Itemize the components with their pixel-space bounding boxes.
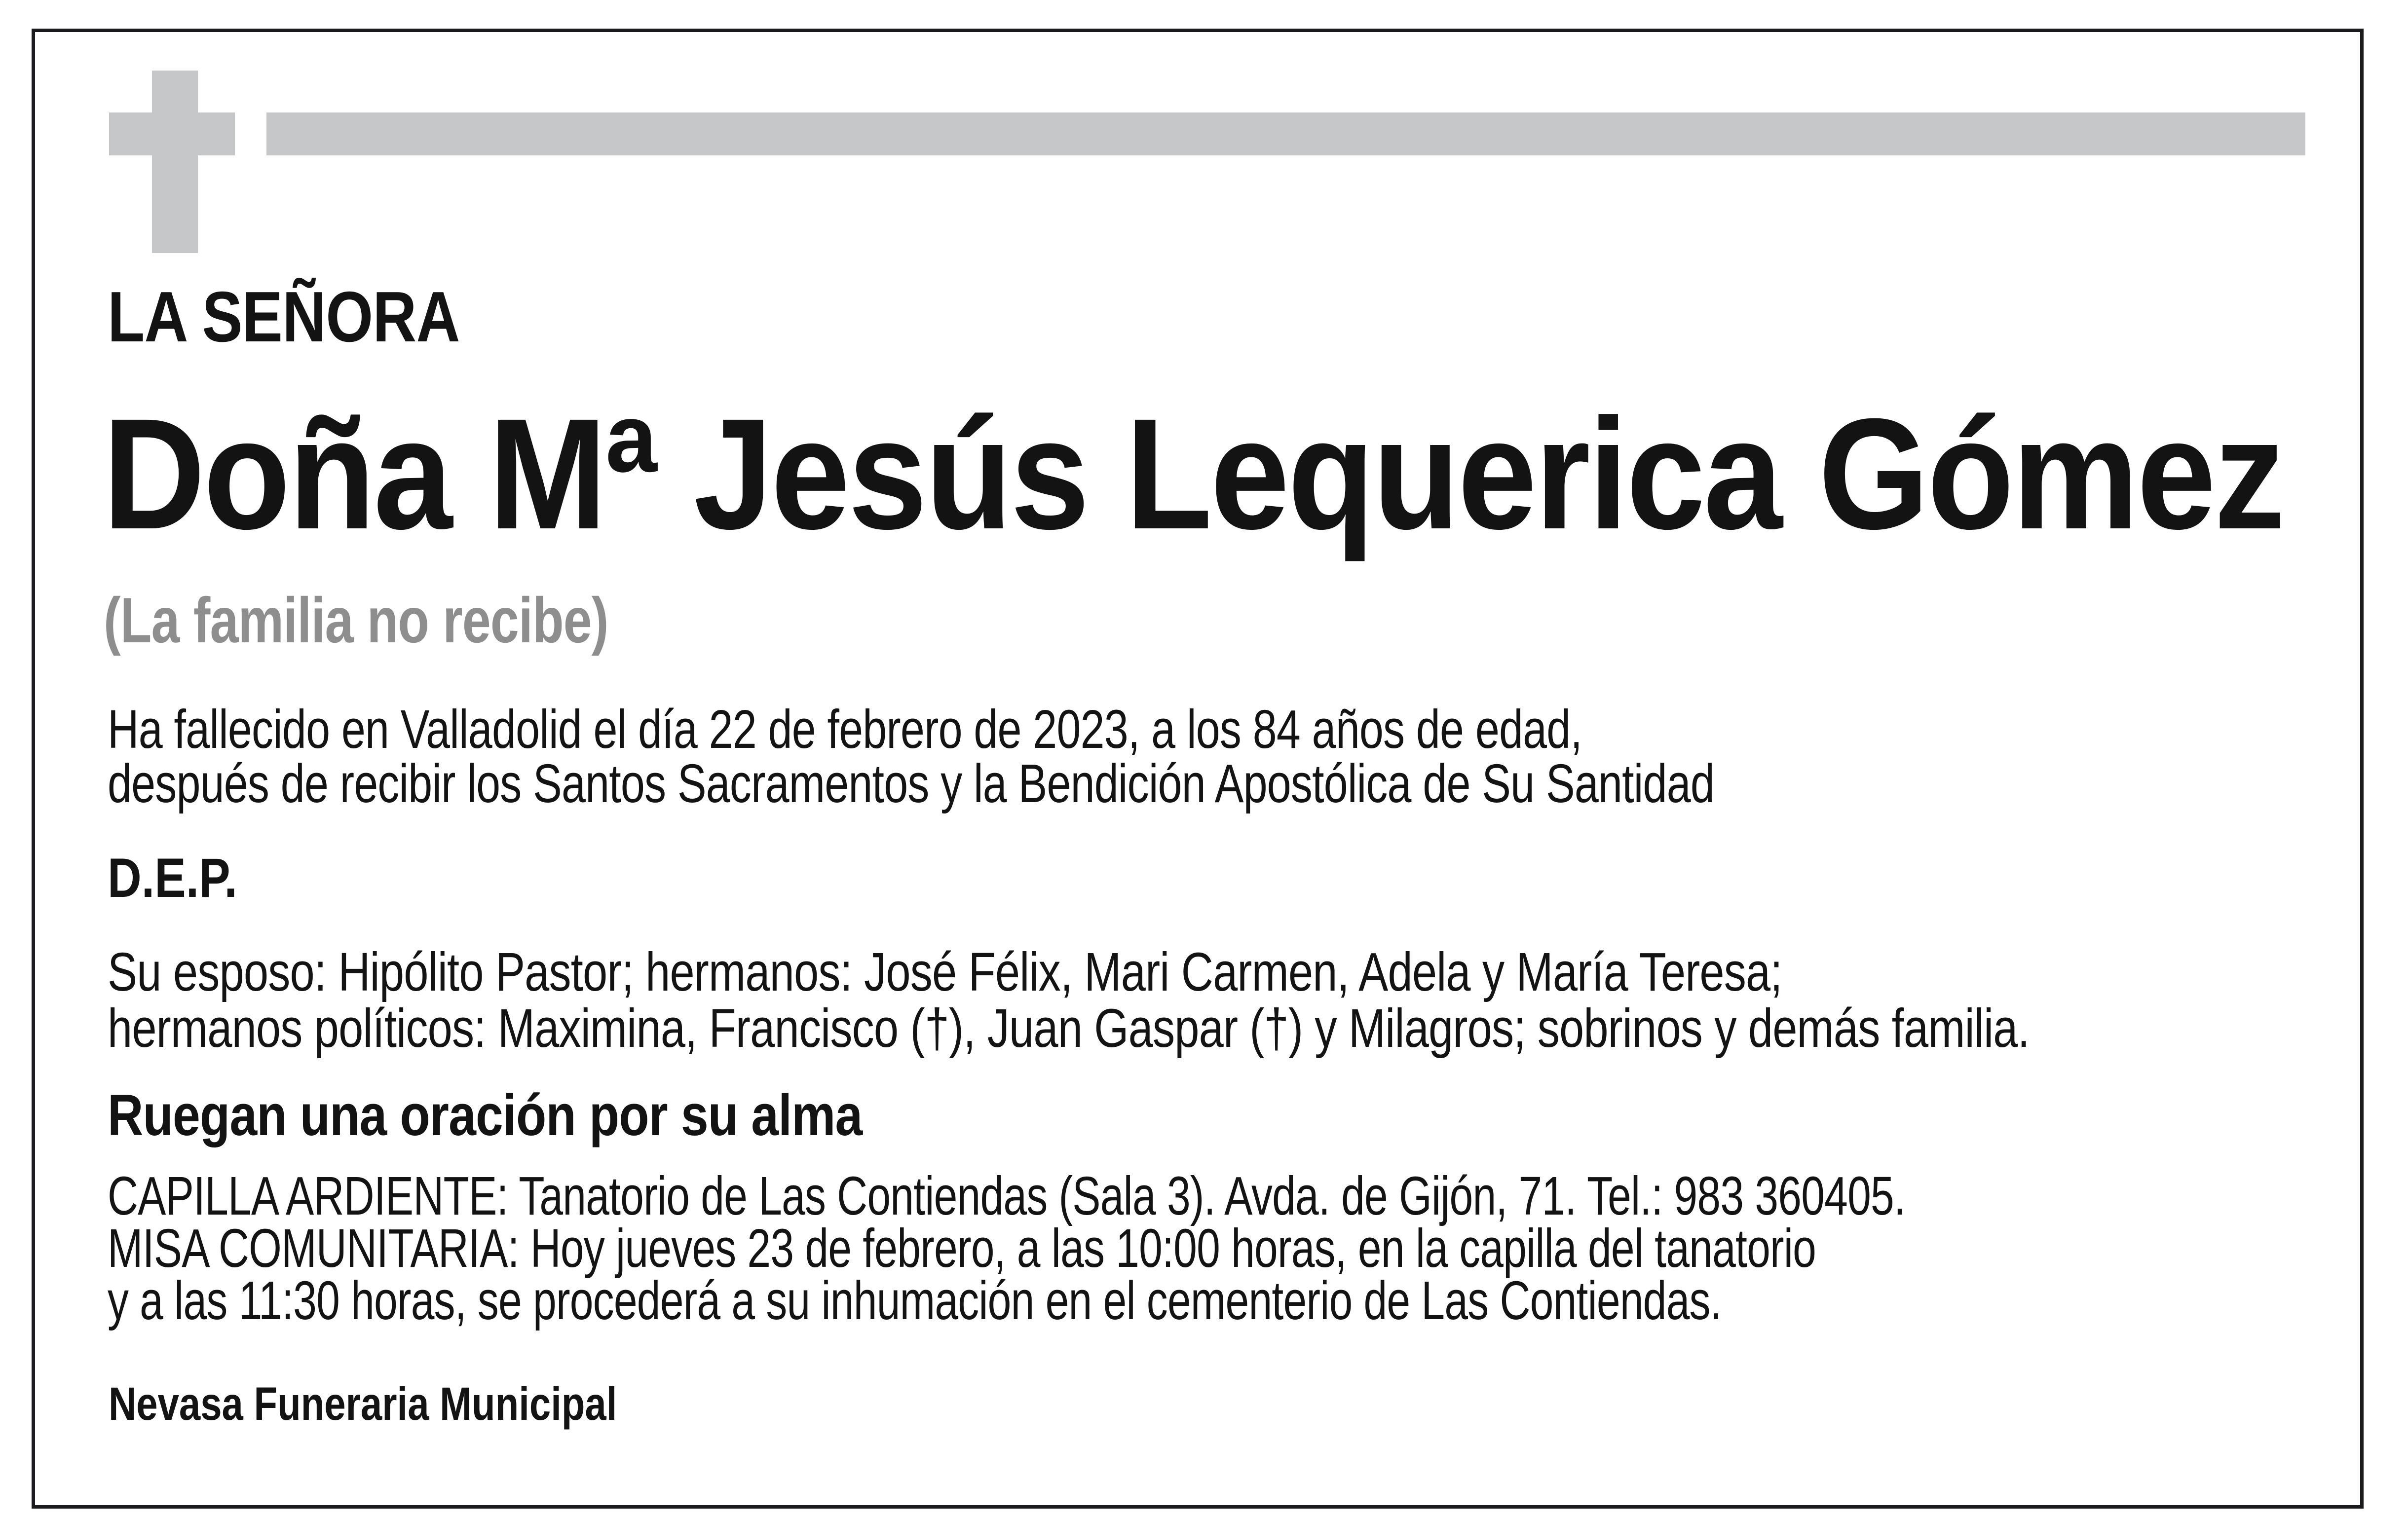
section-label: LA SEÑORA xyxy=(108,277,460,357)
service-line: CAPILLA ARDIENTE: Tanatorio de Las Contiendas (Sala 3). Avda. de Gijón, 71. Tel.: 983 360405. xyxy=(108,1166,1906,1226)
rip-abbreviation: D.E.P. xyxy=(108,847,237,909)
header-rule xyxy=(266,112,2305,155)
service-line: y a las 11:30 horas, se procederá a su inhumación en el cementerio de Las Contiendas. xyxy=(108,1270,1722,1331)
family-line: hermanos políticos: Maximina, Francisco (†), Juan Gaspar (†) y Milagros; sobrinos y demás familia. xyxy=(108,998,2030,1059)
family-note: (La familia no recibe) xyxy=(104,584,608,656)
surviving-family xyxy=(108,944,2030,1057)
deceased-name: Doña Mª Jesús Lequerica Gómez xyxy=(103,385,2284,562)
cross-horizontal-bar xyxy=(109,112,235,155)
family-line: Su esposo: Hipólito Pastor; hermanos: José Félix, Mari Carmen, Adela y María Teresa; xyxy=(108,942,1782,1002)
cross-vertical-bar xyxy=(152,71,198,253)
announcement-line: después de recibir los Santos Sacramentos y la Bendición Apostólica de Su Santidad xyxy=(108,753,1714,814)
service-line: MISA COMUNITARIA: Hoy jueves 23 de febrero, a las 10:00 horas, en la capilla del tanatorio xyxy=(108,1218,1816,1279)
prayer-request: Ruegan una oración por su alma xyxy=(108,1083,863,1148)
announcement-line: Ha fallecido en Valladolid el día 22 de febrero de 2023, a los 84 años de edad, xyxy=(108,699,1582,760)
funeral-home-signature: Nevasa Funeraria Municipal xyxy=(109,1378,617,1430)
death-announcement xyxy=(108,699,1714,814)
service-details xyxy=(108,1166,1906,1331)
